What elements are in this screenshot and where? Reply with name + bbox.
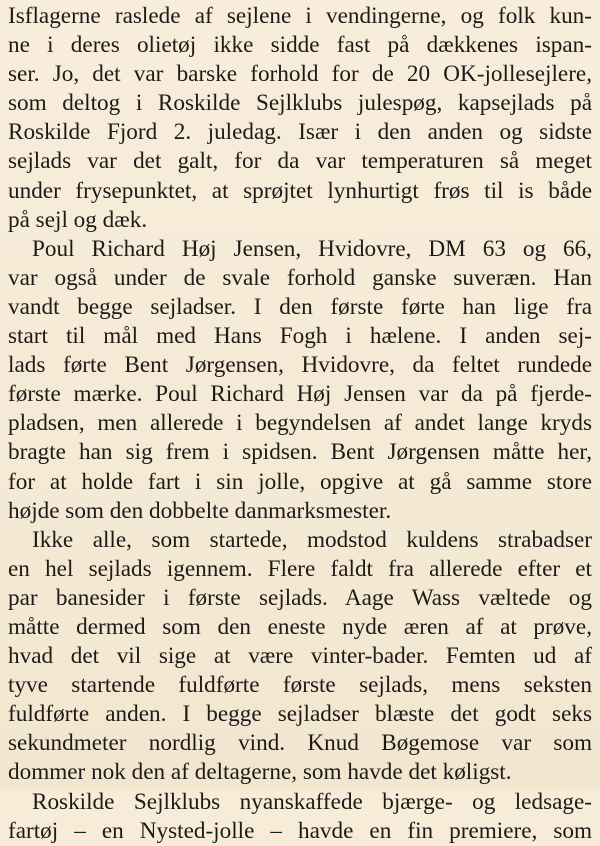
text-line: start til mål med Hans Fogh i hælene. I anden sej- — [8, 323, 592, 350]
text-line: bragte han sig frem i spidsen. Bent Jørgensen måtte her, — [8, 439, 592, 466]
text-line: ser. Jo, det var barske forhold for de 20 OK-jollesejlere, — [8, 61, 592, 88]
text-line: Roskilde Fjord 2. juledag. Især i den anden og sidste — [8, 119, 592, 146]
text-line: vandt begge sejladser. I den første førte han lige fra — [8, 293, 592, 320]
article-text — [8, 2, 592, 846]
text-line: måtte dermed som den eneste nyde æren af at prøve, — [8, 613, 592, 640]
paragraph-start-line: Poul Richard Høj Jensen, Hvidovre, DM 63 og 66, — [32, 235, 592, 262]
text-line: pladsen, men allerede i begyndelsen af andet lange kryds — [8, 410, 592, 437]
paragraph-start-line: Roskilde Sejlklubs nyanskaffede bjærge- og ledsage- — [32, 788, 592, 815]
text-line: en hel sejlads igennem. Flere faldt fra allerede efter et — [8, 555, 592, 582]
text-line: var også under de svale forhold ganske suveræn. Han — [8, 264, 592, 291]
text-line: tyve startende fuldførte første sejlads, mens seksten — [8, 672, 592, 699]
paragraph-start-line: Ikke alle, som startede, modstod kuldens strabadser — [32, 526, 592, 553]
text-line: på sejl og dæk. — [8, 206, 148, 233]
text-line: hvad det vil sige at være vinter-bader. Femten ud af — [8, 643, 592, 670]
text-line: sekundmeter nordlig vind. Knud Bøgemose var som — [8, 730, 592, 757]
text-line: sejlads var det galt, for da var temperaturen så meget — [8, 148, 592, 175]
text-line: fartøj – en Nysted-jolle – havde en fin premiere, som — [8, 817, 592, 844]
text-line: som deltog i Roskilde Sejlklubs julespøg, kapsejlads på — [8, 90, 592, 117]
text-line: for at holde fart i sin jolle, opgive at gå samme store — [8, 468, 592, 495]
text-line: højde som den dobbelte danmarksmester. — [8, 497, 392, 524]
text-line: Isflagerne raslede af sejlene i vendingerne, og folk kun- — [8, 3, 592, 29]
text-line: fuldførte anden. I begge sejladser blæste det godt seks — [8, 701, 592, 728]
text-line: under frysepunktet, at sprøjtet lynhurtigt frøs til is både — [8, 177, 592, 204]
text-line: ne i deres olietøj ikke sidde fast på dækkenes ispan- — [8, 32, 592, 59]
text-line: par banesider i første sejlads. Aage Wass væltede og — [8, 584, 592, 611]
text-line: dommer nok den af deltagerne, som havde det køligst. — [8, 759, 512, 786]
text-line: første mærke. Poul Richard Høj Jensen var da på fjerde- — [8, 381, 592, 408]
text-line: lads førte Bent Jørgensen, Hvidovre, da feltet rundede — [8, 352, 592, 379]
